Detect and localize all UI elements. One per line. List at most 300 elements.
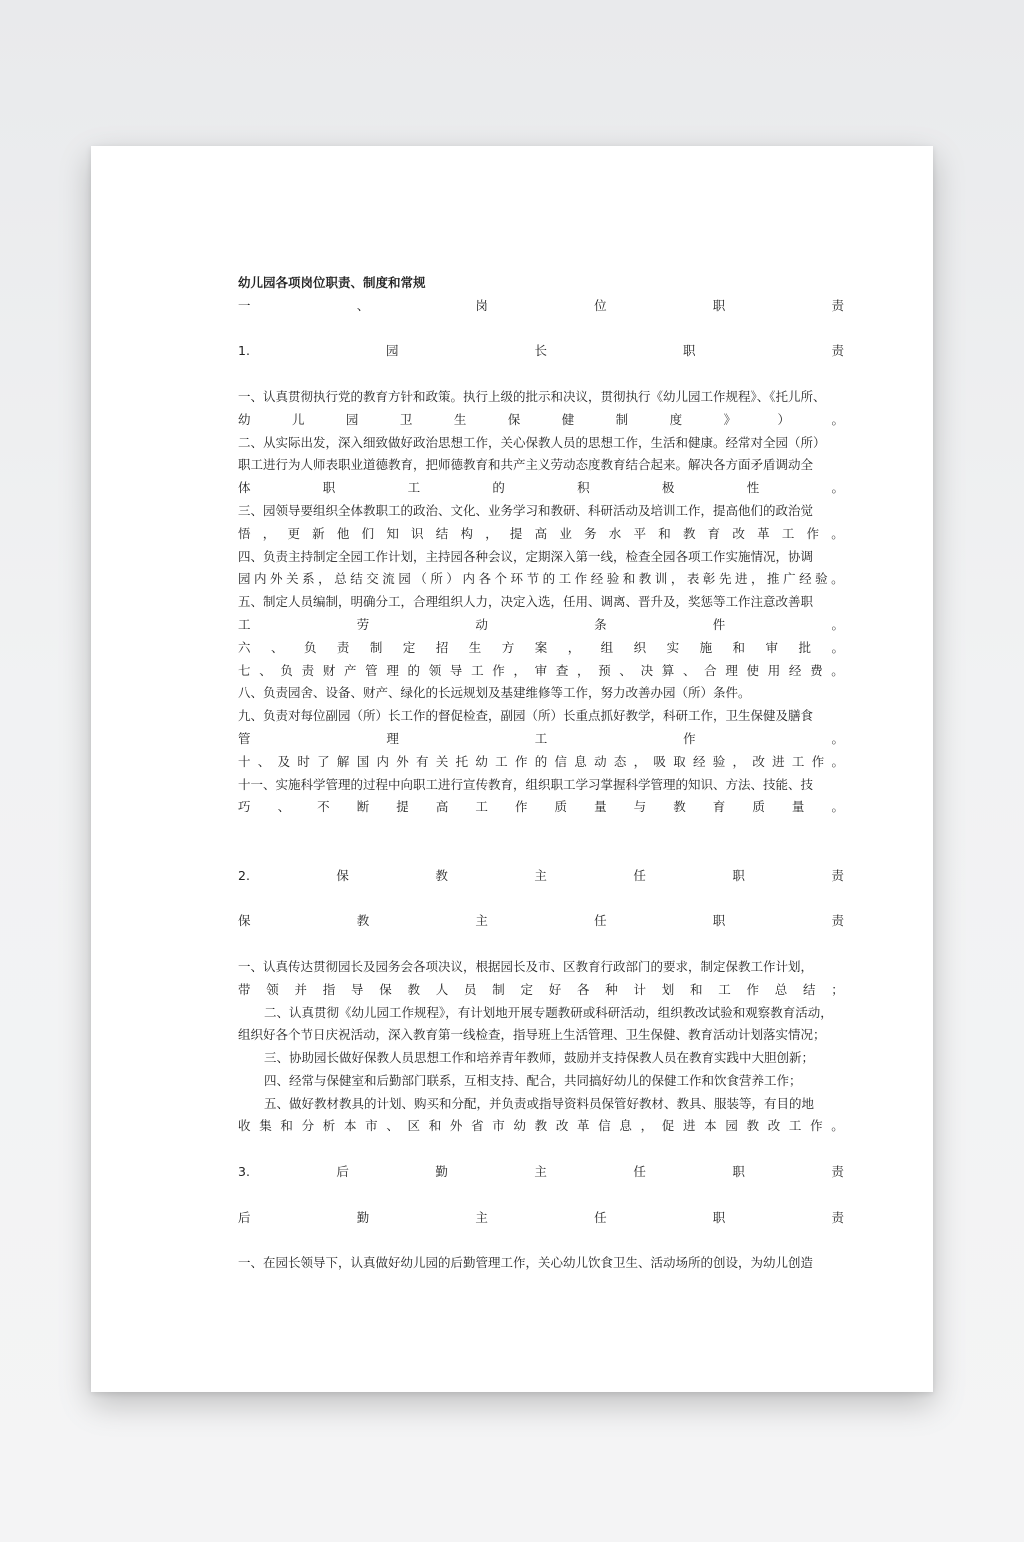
text-char: 作 [811,753,825,769]
text-char: ， [262,525,276,541]
text-line [238,637,844,660]
heading-char: 职 [732,867,745,883]
text-char: 市 [492,1118,505,1134]
text-line: 二、认真贯彻《幼儿园工作规程》，有计划地开展专题教研或科研活动，组织教改试验和观察教育活动， [264,1004,833,1020]
text-char: 作 [810,1118,823,1134]
text-char: 案 [534,639,548,655]
text-char: 的 [407,662,421,678]
text-char: 验 [815,571,828,587]
text-char: 收 [238,1118,251,1134]
text-char: ； [831,981,844,997]
text-char: 国 [356,753,370,769]
text-line [238,568,844,591]
text-char: 使 [746,662,760,678]
text-char: 性 [746,480,760,496]
text-char: 施 [699,639,713,655]
text-char: 七 [238,662,251,678]
text-char: 流 [382,571,395,587]
heading-char: 主 [534,867,547,883]
section-heading [238,295,844,318]
heading-char: 职 [732,1164,745,1180]
text-char: 息 [574,753,587,769]
heading-char: 岗 [475,297,488,313]
text-char: 制 [615,411,629,427]
heading-char: 职 [712,297,726,313]
text-char: 组 [600,639,614,655]
text-char: 工 [471,662,484,678]
subsection-heading-2 [238,865,844,888]
text-line [238,728,844,751]
heading-char: 勤 [356,1209,370,1225]
text-char: 好 [548,981,562,997]
section-1-body [238,386,844,819]
text-char: 总 [774,981,788,997]
heading-char: 位 [594,297,607,313]
heading-char: 责 [831,1164,844,1180]
text-char: 广 [783,571,796,587]
text-line [238,796,844,819]
text-char: ） [777,411,791,427]
text-char: 园 [238,571,251,587]
text-char: 进 [772,753,785,769]
text-char: 省 [471,1118,484,1134]
text-char: 各 [577,981,590,997]
text-char: 、 [386,1118,399,1134]
text-char: 育 [712,799,726,815]
text-char: 算 [661,662,675,678]
text-char: 管 [238,730,251,746]
text-char: 区 [407,1118,421,1134]
text-char: 经 [799,571,812,587]
text-char: 工 [495,753,508,769]
text-char: 积 [577,480,590,496]
text-char: 经 [788,662,802,678]
text-char: 生 [468,639,482,655]
text-char: 人 [435,981,449,997]
text-char: 》 [723,411,737,427]
text-char: 提 [509,525,523,541]
heading-char: 责 [831,343,844,359]
text-char: 领 [266,981,279,997]
text-char: 动 [594,753,607,769]
text-char: 所 [430,571,443,587]
heading-char: 勤 [435,1164,448,1180]
text-char: 市 [365,1118,378,1134]
text-char: 制 [492,981,505,997]
text-char: 进 [734,571,748,587]
text-char: 态 [613,753,627,769]
text-char: 教 [673,799,686,815]
text-line [238,477,844,500]
heading-char: 后 [238,1209,251,1225]
text-char: 工 [475,799,488,815]
heading-char: 教 [356,913,370,929]
text-line: 一、认真传达贯彻园长及园务会各项决议，根据园长及市、区教育行政部门的要求，制定保教工作计划， [238,958,814,974]
text-char: 内 [254,571,267,587]
text-char: 量 [791,799,805,815]
text-char: 招 [435,639,449,655]
text-char: 改 [752,753,765,769]
text-char: 作 [514,799,528,815]
text-char: 带 [238,981,251,997]
text-char: 的 [542,571,556,587]
text-char: 业 [559,525,572,541]
text-char: 环 [510,571,524,587]
text-char: 教 [638,571,652,587]
text-char: 、 [270,639,284,655]
text-char: ， [633,753,647,769]
text-char: 动 [475,616,488,632]
text-line [238,660,844,683]
text-char: 质 [554,799,568,815]
text-char: 和 [658,525,671,541]
text-line: 五、做好教材教具的计划、购买和分配，并负责或指导资料员保管好教材、教具、服装等，有目的地 [264,1095,815,1111]
text-char: 节 [526,571,540,587]
text-char: 革 [757,525,770,541]
text-char: 断 [356,799,370,815]
heading-char: 教 [435,867,448,883]
text-char: 本 [704,1118,717,1134]
document-title: 幼儿园各项岗位职责、制度和常规 [238,275,426,290]
text-char: 合 [704,662,717,678]
text-char: 条 [594,616,607,632]
text-char: 信 [554,753,568,769]
text-char: 教 [534,1118,548,1134]
text-char: 幼 [475,753,488,769]
text-char: 改 [732,525,745,541]
text-char: 进 [682,1118,696,1134]
text-char: 指 [322,981,336,997]
text-char: 度 [669,411,683,427]
text-char: 幼 [238,411,251,427]
text-char: 、 [619,662,632,678]
text-char: 教 [746,1118,760,1134]
text-line [238,1115,844,1138]
text-char: 内 [376,753,389,769]
text-char: 和 [622,571,636,587]
text-char: 理 [386,662,399,678]
text-char: 析 [322,1118,336,1134]
text-char: 、 [682,662,696,678]
text-char: 保 [507,411,521,427]
heading-char: 、 [356,297,370,313]
text-char: 。 [831,639,844,655]
text-char: 各 [478,571,491,587]
text-line: 二、从实际出发，深入细致做好政治思想工作，关心保教人员的思想工作，生活和健康。经常对全园（所） [238,434,826,450]
heading-char: 责 [831,867,844,883]
text-char: 十 [238,753,251,769]
text-char: 件 [712,616,726,632]
text-char: 吸 [653,753,666,769]
text-char: 平 [633,525,647,541]
text-char: 和 [690,981,703,997]
section-3-body [238,1252,844,1275]
text-char: 构 [460,525,473,541]
text-char: 们 [361,525,375,541]
text-char: 领 [428,662,442,678]
text-char: 革 [577,1118,590,1134]
text-char: 划 [661,981,675,997]
text-char: 用 [767,662,781,678]
text-char: 验 [712,753,726,769]
text-char: 保 [379,981,392,997]
text-char: 实 [666,639,680,655]
text-char: 关 [286,571,299,587]
text-char: 健 [561,411,575,427]
document-content [238,272,844,1275]
heading-char: 2. [238,867,250,883]
text-char: ， [732,753,746,769]
heading-char: 责 [831,913,844,929]
text-line [238,409,844,432]
text-char: 水 [608,525,622,541]
text-char: 查 [555,662,569,678]
heading-char: 一 [238,297,251,313]
text-char: 验 [606,571,620,587]
text-char: 和 [280,1118,293,1134]
text-char: 工 [407,480,421,496]
text-char: 和 [732,639,746,655]
heading-char: 园 [385,343,399,359]
text-char: 不 [317,799,330,815]
text-char: 经 [590,571,604,587]
text-char: 审 [534,662,548,678]
text-char: 息 [619,1118,632,1134]
text-char: 内 [462,571,475,587]
text-char: 教 [407,981,421,997]
text-line [238,523,844,546]
text-char: 导 [351,981,364,997]
heading-char: 职 [712,913,726,929]
text-char: 方 [501,639,515,655]
text-char: 。 [831,753,844,769]
text-char: 理 [725,662,738,678]
text-char: 极 [661,480,675,496]
heading-char: 责 [831,297,844,313]
text-char: 巧 [238,799,251,815]
text-char: 。 [831,616,844,632]
text-line: 一、认真贯彻执行党的教育方针和政策。执行上级的批示和决议，贯彻执行《幼儿园工作规程》、《托儿所、 [238,388,826,404]
text-line: 一、在园长领导下，认真做好幼儿园的后勤管理工作，关心幼儿饮食卫生、活动场所的创设，为幼儿创造 [238,1255,814,1271]
text-char: 职 [322,480,336,496]
text-char: 训 [654,571,668,587]
text-char: 。 [831,799,844,815]
text-char: ， [567,639,581,655]
heading-char: 主 [534,1164,547,1180]
text-char: 计 [633,981,647,997]
text-char: 作 [492,662,505,678]
text-char: 工 [781,525,795,541]
heading-char: 职 [682,343,696,359]
text-char: 工 [718,981,731,997]
text-char: 个 [494,571,508,587]
text-line: 组织好各个节日庆祝活动，深入教育第一线检查，指导班上生活管理、卫生保健、教育活动计划落实情况； [238,1027,826,1043]
text-char: 、 [257,753,271,769]
text-char: 他 [336,525,350,541]
text-char: 量 [594,799,607,815]
text-char: 外 [270,571,283,587]
heading-char: 后 [336,1164,349,1180]
heading-char: 3. [238,1164,250,1180]
text-char: 制 [369,639,383,655]
text-char: 结 [803,981,816,997]
text-char: 、 [277,799,291,815]
text-char: 及 [277,753,291,769]
text-char: 生 [453,411,467,427]
text-char: 责 [301,662,315,678]
heading-char: 保 [336,867,349,883]
text-line: 三、园领导要组织全体教职工的政治、文化、业务学习和教研、科研活动及培训工作，提高他们的政治觉 [238,502,814,518]
text-char: 。 [831,571,844,587]
text-char: 分 [301,1118,315,1134]
text-char: 结 [435,525,449,541]
text-char: 卫 [399,411,413,427]
text-char: 解 [336,753,350,769]
text-char: 育 [707,525,721,541]
text-char: 的 [492,480,505,496]
text-char: 的 [534,753,548,769]
text-char: ， [640,1118,654,1134]
text-char: 理 [386,730,399,746]
text-char: 更 [287,525,300,541]
heading-char: 任 [633,1164,646,1180]
text-char: 并 [294,981,308,997]
heading-char: 主 [475,1209,488,1225]
text-line: 职工进行为人师表职业道德教育，把师德教育和共产主义劳动态度教育结合起来。解决各方面矛盾调动全 [238,457,814,473]
text-char: 关 [435,753,449,769]
text-char: 外 [396,753,409,769]
text-char: 彰 [702,571,716,587]
text-char: 促 [661,1118,675,1134]
text-char: 信 [598,1118,611,1134]
text-line: 四、负责主持制定全园工作计划，主持园各种会议，定期深入第一线，检查全园各项工作实施情况，协调 [238,548,814,564]
text-char: 导 [449,662,463,678]
text-char: 外 [449,1118,463,1134]
text-char: 提 [396,799,409,815]
text-line: 三、协助园长做好保教人员思想工作和培养青年教师，鼓励并支持保教人员在教育实践中大胆创新； [264,1050,815,1066]
text-char: 本 [343,1118,357,1134]
text-char: 批 [798,639,811,655]
text-char: 与 [633,799,647,815]
text-char: 审 [765,639,779,655]
text-char: 种 [605,981,618,997]
text-line: 九、负责对每位副园（所）长工作的督促检查，副园（所）长重点抓好教学，科研工作，卫生保健及膳食 [238,708,814,724]
text-char: 了 [317,753,330,769]
text-char: 产 [343,662,357,678]
text-char: 作 [514,753,528,769]
text-char: 负 [280,662,293,678]
text-char: 工 [791,753,805,769]
text-char: （ [414,571,427,587]
text-char: 。 [831,1118,844,1134]
text-char: 、 [259,662,272,678]
text-char: 识 [411,525,424,541]
text-char: ） [446,571,459,587]
text-char: 作 [683,730,696,746]
text-char: 。 [831,525,844,541]
text-char: 。 [831,662,844,678]
text-char: 财 [322,662,336,678]
subsection-heading-1 [238,340,844,363]
text-char: 员 [464,981,477,997]
text-char: 悟 [238,525,251,541]
text-char: 决 [640,662,654,678]
heading-char: 长 [534,343,547,359]
text-char: 工 [558,571,572,587]
text-char: 幼 [513,1118,526,1134]
text-char: 园 [725,1118,738,1134]
heading-char: 责 [831,1209,844,1225]
text-char: 织 [633,639,647,655]
text-char: 改 [555,1118,569,1134]
text-char: 新 [312,525,325,541]
document-page [91,146,933,1392]
text-char: 作 [746,981,760,997]
subsection-subheading-2 [238,910,844,933]
text-char: 。 [831,411,844,427]
text-char: 交 [366,571,379,587]
text-char: 结 [350,571,363,587]
text-char: 质 [752,799,765,815]
section-2-body [238,956,844,1138]
text-char: 集 [259,1118,272,1134]
text-char: 工 [238,616,251,632]
text-char: 作 [574,571,588,587]
heading-char: 任 [633,867,646,883]
text-char: 园 [345,411,359,427]
subsection-heading-3 [238,1161,844,1184]
heading-char: 职 [712,1209,726,1225]
text-char: ， [577,662,590,678]
text-line: 十一、实施科学管理的过程中向职工进行宣传教育，组织职工学习掌握科学管理的知识、方法、技能、技 [238,776,814,792]
text-char: 务 [584,525,597,541]
text-char: 预 [598,662,611,678]
text-char: 高 [435,799,449,815]
text-char: 费 [810,662,823,678]
text-line [238,751,844,774]
text-char: 。 [831,480,844,496]
subsection-subheading-3 [238,1207,844,1230]
heading-char: 任 [594,1209,607,1225]
text-line [238,614,844,637]
text-char: 教 [682,525,696,541]
text-char: 作 [806,525,820,541]
text-char: 负 [303,639,317,655]
text-char: 知 [386,525,399,541]
text-char: 六 [238,639,251,655]
text-char: 定 [402,639,416,655]
text-char: 系 [302,571,315,587]
text-char: 先 [718,571,732,587]
text-char: 工 [534,730,548,746]
text-char: 劳 [356,616,370,632]
text-char: ， [670,571,684,587]
text-char: 高 [534,525,548,541]
text-char: 园 [398,571,411,587]
text-char: 表 [686,571,700,587]
heading-char: 保 [238,913,251,929]
text-line [238,979,844,1002]
text-char: 体 [238,480,251,496]
text-line: 五、制定人员编制，明确分工，合理组织人力，决定入选，任用、调离、晋升及，奖惩等工作注意改善职 [238,594,814,610]
text-char: 管 [365,662,378,678]
text-char: ， [751,571,764,587]
text-char: 有 [416,753,429,769]
text-char: 时 [297,753,310,769]
text-char: 定 [520,981,534,997]
heading-char: 1. [238,343,250,359]
text-line: 八、负责园舍、设备、财产、绿化的长远规划及基建维修等工作，努力改善办园（所）条件。 [238,685,751,701]
